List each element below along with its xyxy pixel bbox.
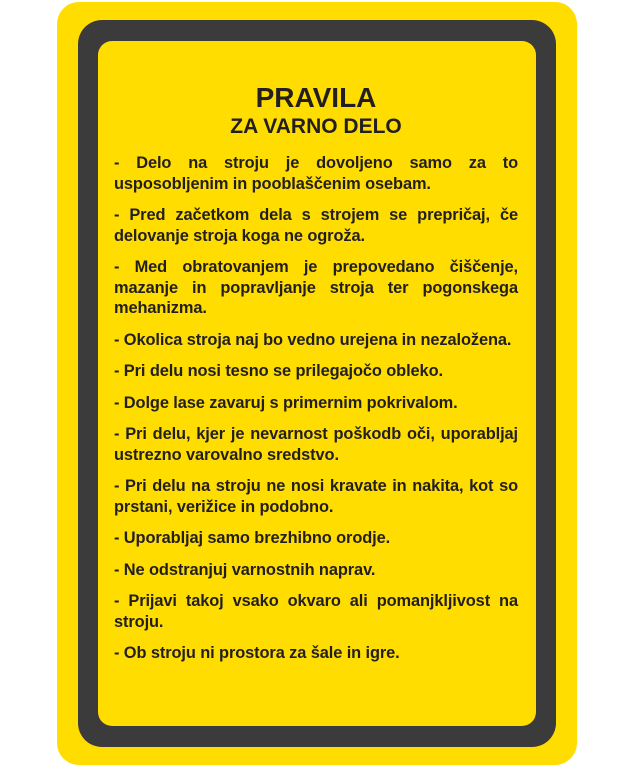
rule-item: - Prijavi takoj vsako okvaro ali pomanjkljivost na stroju.: [114, 592, 518, 631]
rule-item: - Ne odstranjuj varnostnih naprav.: [114, 560, 376, 579]
sign-panel: [98, 41, 536, 726]
rule-item: - Pri delu na stroju ne nosi kravate in nakita, kot so prstani, verižice in podobno.: [114, 477, 518, 516]
rules-list: [114, 153, 518, 664]
rule-item: - Pred začetkom dela s strojem se prepričaj, če delovanje stroja koga ne ogroža.: [114, 206, 518, 245]
rule-item: - Dolge lase zavaruj s primernim pokrivalom.: [114, 393, 458, 412]
rule-item: - Uporabljaj samo brezhibno orodje.: [114, 529, 391, 547]
sign-title: PRAVILA: [255, 82, 377, 113]
rule-item: - Pri delu nosi tesno se prilegajočo obleko.: [114, 362, 443, 380]
rule-item: - Med obratovanjem je prepovedano čiščenje, mazanje in popravljanje stroja ter pogonskega mehanizma.: [114, 258, 518, 317]
rule-item: - Okolica stroja naj bo vedno urejena in nezaložena.: [114, 330, 512, 349]
safety-sign: [57, 2, 577, 765]
rule-item: - Ob stroju ni prostora za šale in igre.: [114, 644, 400, 662]
rule-item: - Pri delu, kjer je nevarnost poškodb oči, uporabljaj ustrezno varovalno sredstvo.: [114, 425, 518, 464]
sign-border-frame: [78, 20, 556, 747]
rule-item: - Delo na stroju je dovoljeno samo za to usposobljenim in pooblaščenim osebam.: [114, 154, 518, 193]
sign-subtitle: ZA VARNO DELO: [230, 115, 402, 138]
